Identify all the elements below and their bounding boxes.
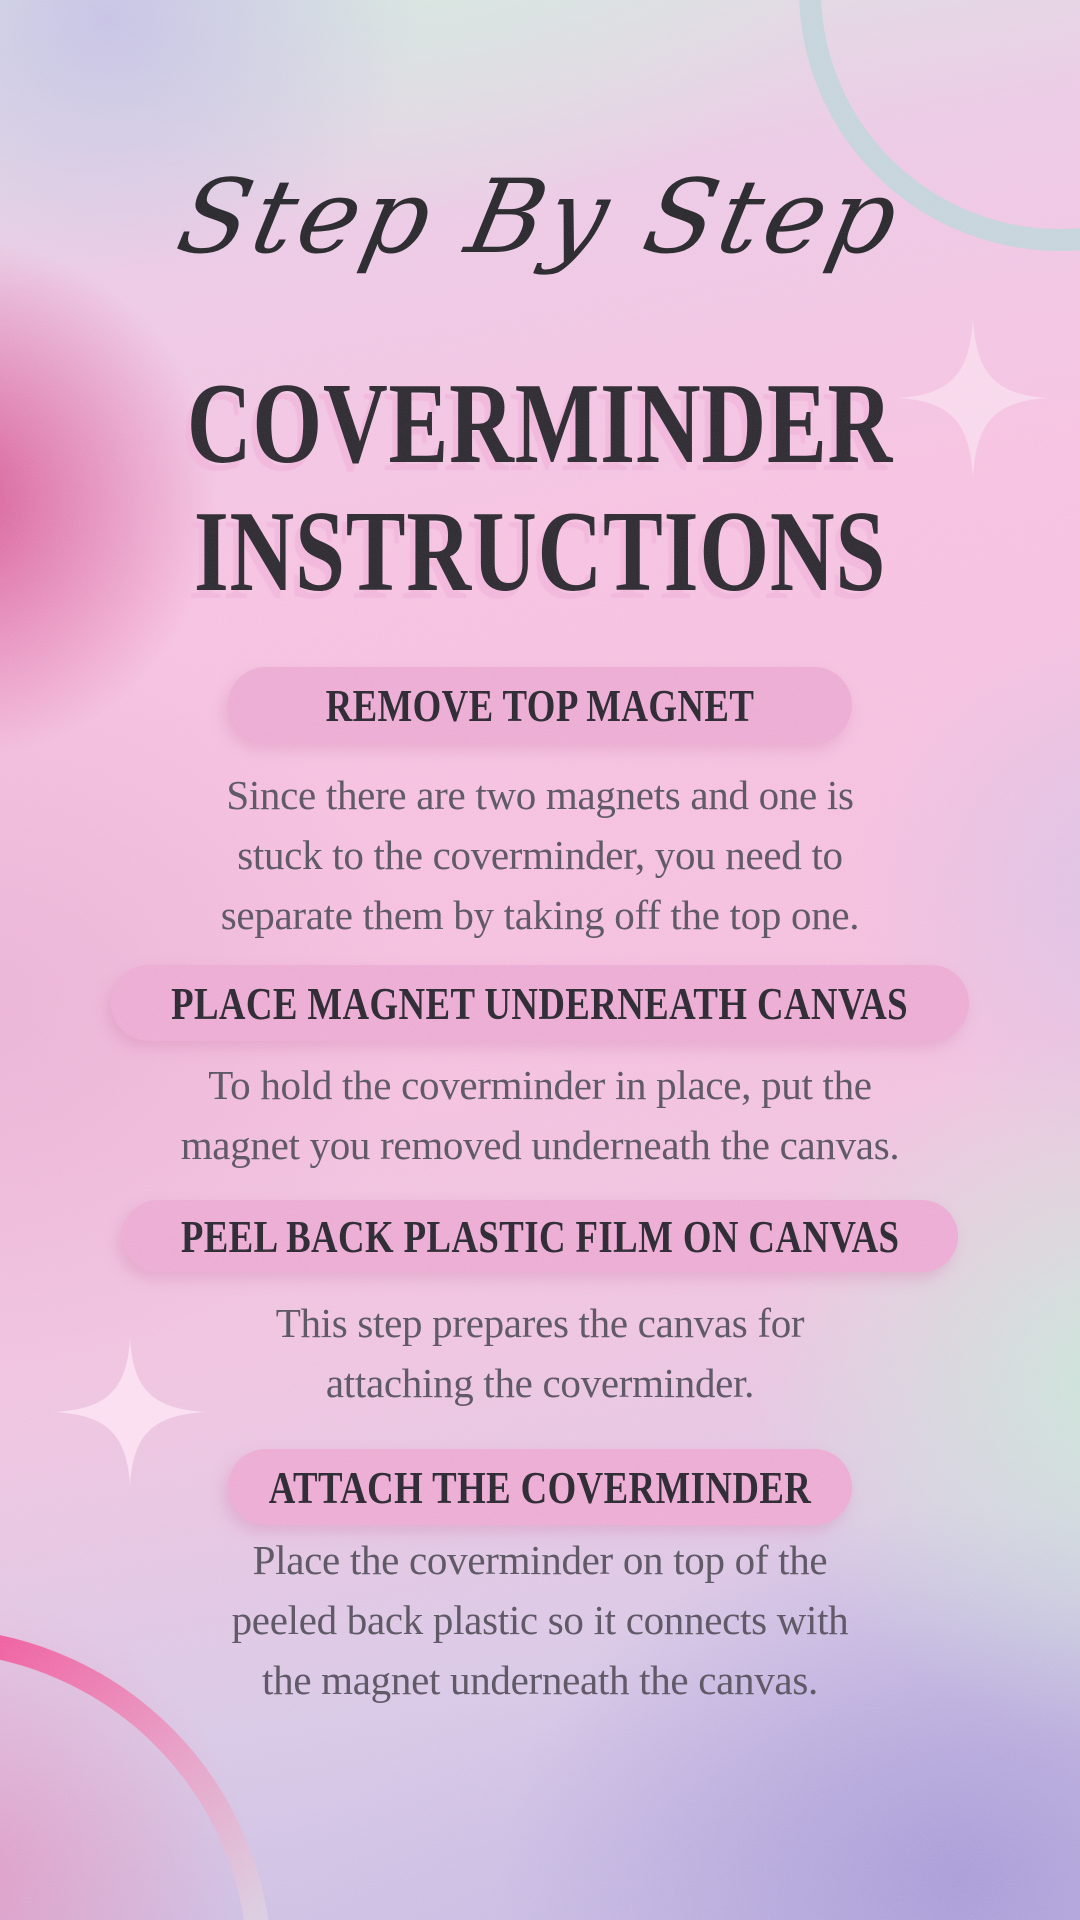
- step-3-line-1: This step prepares the canvas for: [275, 1300, 805, 1346]
- script-heading: Step By Step: [168, 158, 912, 277]
- step-4-line-2: peeled back plastic so it connects with: [231, 1597, 849, 1643]
- step-1-line-3: separate them by taking off the top one.: [220, 892, 860, 938]
- step-1-line-2: stuck to the coverminder, you need to: [237, 832, 843, 878]
- step-4-label: ATTACH THE COVERMINDER: [268, 1461, 812, 1513]
- step-2-description: [0, 1055, 1080, 1175]
- step-3-line-2: attaching the coverminder.: [325, 1360, 755, 1406]
- step-4-line-3: the magnet underneath the canvas.: [262, 1657, 818, 1703]
- step-3-label: PEEL BACK PLASTIC FILM ON CANVAS: [180, 1210, 900, 1262]
- step-3-pill: [122, 1200, 958, 1272]
- step-3-description: [0, 1293, 1080, 1413]
- page-title-line2: INSTRUCTIONS: [193, 488, 887, 615]
- page-title-line1: COVERMINDER: [186, 360, 894, 487]
- step-4-pill: [228, 1449, 852, 1525]
- step-2-label: PLACE MAGNET UNDERNEATH CANVAS: [171, 977, 909, 1029]
- step-1-description: [0, 765, 1080, 945]
- step-1-line-1: Since there are two magnets and one is: [226, 772, 854, 818]
- step-4-description: [0, 1530, 1080, 1710]
- step-2-line-1: To hold the coverminder in place, put the: [208, 1062, 872, 1108]
- step-1-pill: [228, 667, 852, 743]
- step-4-line-1: Place the coverminder on top of the: [252, 1537, 828, 1583]
- step-2-pill: [111, 965, 969, 1041]
- step-1-label: REMOVE TOP MAGNET: [325, 679, 755, 731]
- step-2-line-2: magnet you removed underneath the canvas.: [180, 1122, 900, 1168]
